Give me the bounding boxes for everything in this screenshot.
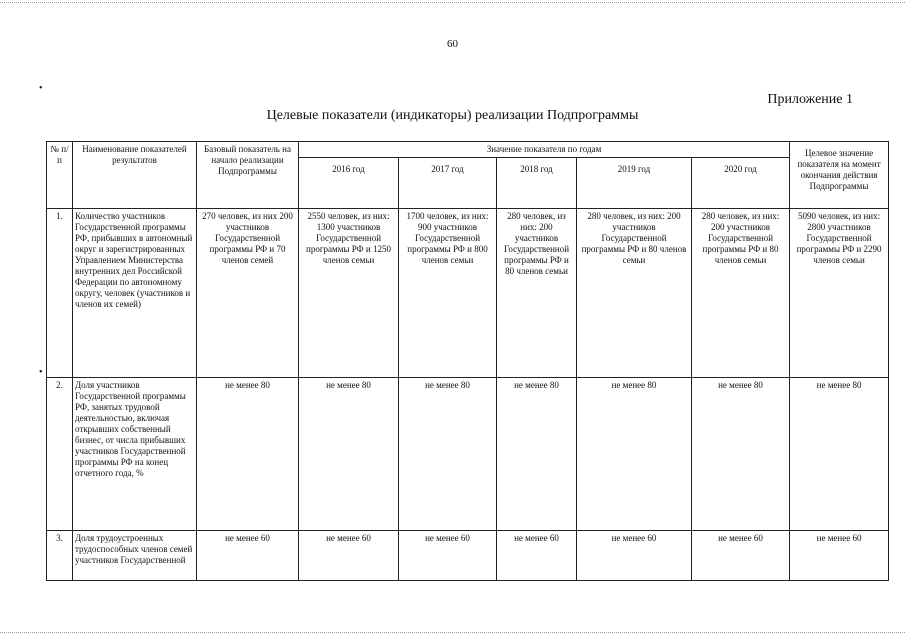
cell-num: 2. — [47, 378, 73, 531]
table-header-row — [47, 142, 889, 158]
cell-year-2020: не менее 80 — [692, 378, 790, 531]
margin-mark: • — [39, 367, 43, 378]
header-year: 2018 год — [497, 158, 577, 209]
cell-indicator-name: Количество участников Государственной программы РФ, прибывших в автономный округ и зарегистрированных Управлением Министерства внутренних дел Российской Федерации по автономному округу, человек (участников и членов их семей) — [73, 209, 197, 378]
scan-edge-top — [0, 2, 905, 3]
cell-year-2018: не менее 60 — [497, 531, 577, 581]
cell-year-2019: не менее 80 — [577, 378, 692, 531]
cell-num: 1. — [47, 209, 73, 378]
scan-edge-bottom — [0, 632, 905, 633]
cell-indicator-name: Доля трудоустроенных трудоспособных членов семей участников Государственной — [73, 531, 197, 581]
cell-year-2018: не менее 80 — [497, 378, 577, 531]
table-row — [47, 531, 889, 581]
table-row — [47, 378, 889, 531]
cell-year-2017: 1700 человек, из них: 900 участников Государственной программы РФ и 800 членов семьи — [399, 209, 497, 378]
cell-base: 270 человек, из них 200 участников Государственной программы РФ и 70 членов семей — [197, 209, 299, 378]
header-num: № п/п — [47, 142, 73, 209]
header-base: Базовый показатель на начало реализации Подпрограммы — [197, 142, 299, 209]
cell-year-2019: не менее 60 — [577, 531, 692, 581]
cell-target: не менее 80 — [790, 378, 889, 531]
cell-base: не менее 60 — [197, 531, 299, 581]
cell-target: не менее 60 — [790, 531, 889, 581]
cell-year-2019: 280 человек, из них: 200 участников Государственной программы РФ и 80 членов семьи — [577, 209, 692, 378]
cell-year-2016: не менее 80 — [299, 378, 399, 531]
cell-year-2020: не менее 60 — [692, 531, 790, 581]
page-number: 60 — [447, 38, 458, 50]
margin-mark: • — [39, 83, 43, 94]
cell-year-2017: не менее 80 — [399, 378, 497, 531]
cell-year-2020: 280 человек, из них: 200 участников Государственной программы РФ и 80 членов семьи — [692, 209, 790, 378]
header-target: Целевое значение показателя на момент окончания действия Подпрограммы — [790, 142, 889, 209]
indicators-table — [46, 141, 889, 581]
cell-indicator-name: Доля участников Государственной программы РФ, занятых трудовой деятельностью, включая открывших собственный бизнес, от числа прибывших участников Государственной программы РФ на конец отчетного года, % — [73, 378, 197, 531]
cell-year-2018: 280 человек, из них: 200 участников Государственной программы РФ и 80 членов семьи — [497, 209, 577, 378]
header-year: 2016 год — [299, 158, 399, 209]
table-row — [47, 209, 889, 378]
cell-target: 5090 человек, из них: 2800 участников Государственной программы РФ и 2290 членов семьи — [790, 209, 889, 378]
cell-year-2017: не менее 60 — [399, 531, 497, 581]
cell-year-2016: 2550 человек, из них: 1300 участников Государственной программы РФ и 1250 членов семьи — [299, 209, 399, 378]
header-year: 2020 год — [692, 158, 790, 209]
header-values-group: Значение показателя по годам — [299, 142, 790, 158]
document-title: Целевые показатели (индикаторы) реализации Подпрограммы — [266, 108, 639, 123]
cell-base: не менее 80 — [197, 378, 299, 531]
header-year: 2017 год — [399, 158, 497, 209]
cell-num: 3. — [47, 531, 73, 581]
header-year: 2019 год — [577, 158, 692, 209]
cell-year-2016: не менее 60 — [299, 531, 399, 581]
header-name: Наименование показателей результатов — [73, 142, 197, 209]
appendix-label: Приложение 1 — [767, 92, 853, 107]
